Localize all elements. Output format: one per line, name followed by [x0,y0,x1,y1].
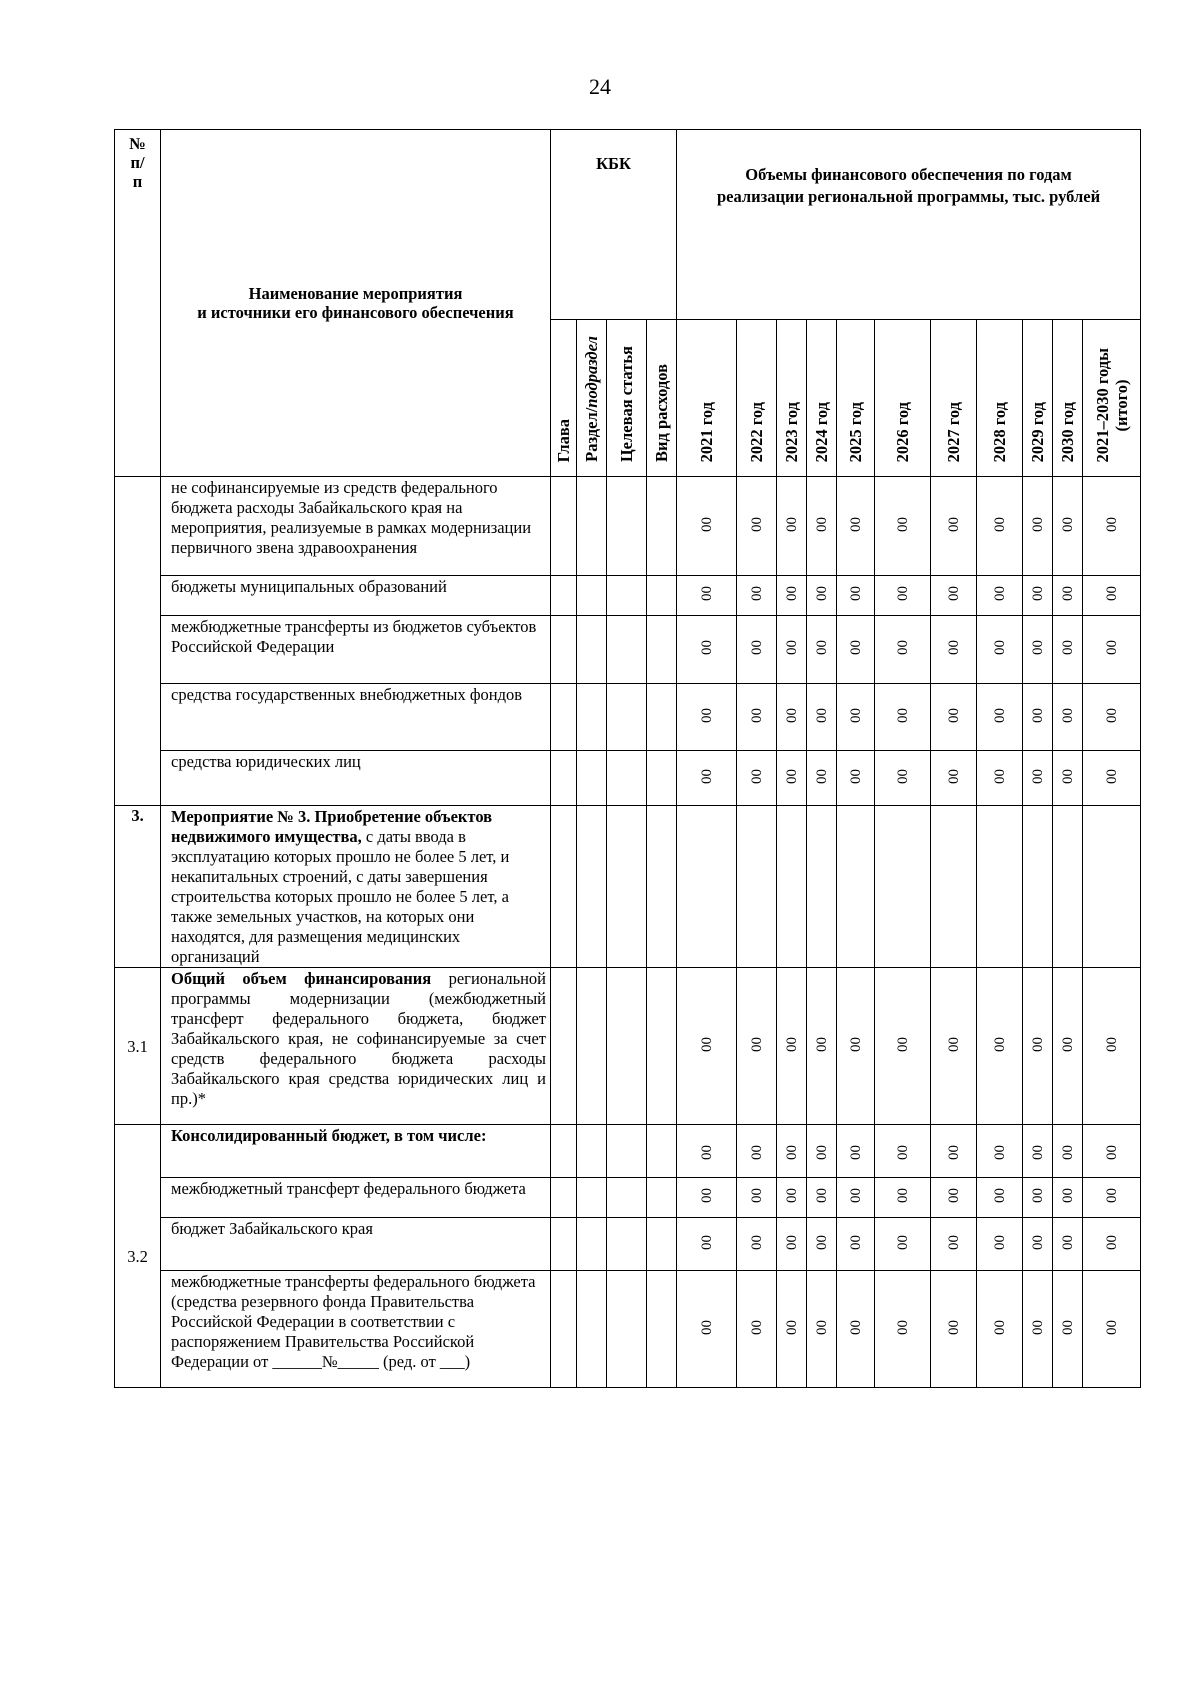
kbk-column-header: Целевая статья [607,320,647,477]
kbk-cell [647,1125,677,1178]
value-cell: 00 [931,616,977,684]
kbk-cell [577,1218,607,1271]
kbk-cell [577,616,607,684]
year-column-header: 2024 год [807,320,837,477]
value-cell: 00 [1053,1125,1083,1178]
table-row [115,1218,1141,1271]
kbk-cell [551,1125,577,1178]
value-cell: 00 [1053,751,1083,806]
value-cell: 00 [875,1271,931,1388]
kbk-cell [607,1178,647,1218]
kbk-cell [607,1271,647,1388]
row-description: межбюджетные трансферты федерального бюджета (средства резервного фонда Правительства Российской Федерации в соответствии с распоряжением Правительства Российской Федерации от ______№_____ (ред. от ___) [161,1271,551,1388]
value-cell: 00 [1023,968,1053,1125]
value-cell: 00 [807,1218,837,1271]
value-cell: 00 [931,1178,977,1218]
value-cell: 00 [875,477,931,576]
value-cell: 00 [875,1218,931,1271]
value-cell: 00 [931,684,977,751]
kbk-cell [551,1178,577,1218]
value-cell [931,806,977,968]
value-cell: 00 [977,684,1023,751]
value-cell [1053,806,1083,968]
kbk-cell [577,1178,607,1218]
value-cell: 00 [1083,968,1141,1125]
value-cell: 00 [737,1271,777,1388]
value-cell: 00 [837,477,875,576]
value-cell: 00 [677,1271,737,1388]
value-cell: 00 [777,751,807,806]
value-cell: 00 [931,968,977,1125]
value-cell: 00 [1053,616,1083,684]
value-cell: 00 [777,616,807,684]
value-cell: 00 [807,1178,837,1218]
value-cell: 00 [1053,576,1083,616]
kbk-cell [607,806,647,968]
kbk-cell [577,968,607,1125]
value-cell: 00 [977,968,1023,1125]
value-cell: 00 [677,477,737,576]
header-num: № п/ п [115,130,161,477]
kbk-cell [647,576,677,616]
value-cell: 00 [875,751,931,806]
value-cell: 00 [777,1125,807,1178]
kbk-cell [647,684,677,751]
value-cell: 00 [837,1218,875,1271]
year-column-header: 2025 год [837,320,875,477]
kbk-cell [607,1125,647,1178]
kbk-cell [607,684,647,751]
value-cell: 00 [807,1125,837,1178]
value-cell: 00 [1023,684,1053,751]
value-cell: 00 [837,684,875,751]
value-cell: 00 [837,1271,875,1388]
value-cell: 00 [1053,1178,1083,1218]
kbk-column-header: Вид расходов [647,320,677,477]
row-description: средства государственных внебюджетных фондов [161,684,551,751]
value-cell: 00 [837,751,875,806]
kbk-cell [577,477,607,576]
table-row [115,1178,1141,1218]
value-cell: 00 [777,1178,807,1218]
value-cell: 00 [977,576,1023,616]
kbk-cell [551,1218,577,1271]
row-description: бюджеты муниципальных образований [161,576,551,616]
value-cell [977,806,1023,968]
kbk-cell [551,684,577,751]
value-cell [837,806,875,968]
value-cell: 00 [777,684,807,751]
value-cell [875,806,931,968]
value-cell: 00 [1083,616,1141,684]
value-cell: 00 [777,477,807,576]
value-cell: 00 [1053,1218,1083,1271]
value-cell: 00 [875,1125,931,1178]
value-cell: 00 [807,576,837,616]
value-cell: 00 [737,684,777,751]
value-cell: 00 [677,576,737,616]
value-cell: 00 [1083,1125,1141,1178]
kbk-cell [607,751,647,806]
value-cell: 00 [1083,1178,1141,1218]
value-cell: 00 [737,1178,777,1218]
value-cell: 00 [875,968,931,1125]
header-kbk: КБК [551,130,677,320]
value-cell: 00 [777,1218,807,1271]
kbk-cell [647,616,677,684]
value-cell: 00 [807,477,837,576]
value-cell: 00 [677,751,737,806]
kbk-cell [647,1271,677,1388]
value-cell: 00 [977,1271,1023,1388]
value-cell: 00 [807,1271,837,1388]
kbk-cell [647,806,677,968]
value-cell: 00 [977,477,1023,576]
value-cell: 00 [737,576,777,616]
value-cell [777,806,807,968]
value-cell: 00 [977,1178,1023,1218]
value-cell: 00 [977,751,1023,806]
financing-table [114,129,1141,1388]
value-cell: 00 [1083,1271,1141,1388]
value-cell: 00 [677,1125,737,1178]
value-cell [737,806,777,968]
value-cell [807,806,837,968]
value-cell: 00 [777,1271,807,1388]
value-cell: 00 [1053,1271,1083,1388]
row-description: Консолидированный бюджет, в том числе: [161,1125,551,1178]
value-cell: 00 [1023,477,1053,576]
page-number: 24 [589,74,611,99]
table-row [115,616,1141,684]
kbk-cell [607,576,647,616]
value-cell: 00 [875,616,931,684]
header-name: Наименование мероприятия и источники его финансового обеспечения [161,130,551,477]
value-cell: 00 [1083,477,1141,576]
value-cell: 00 [875,576,931,616]
value-cell: 00 [977,1218,1023,1271]
table-row [115,477,1141,576]
kbk-column-header: Раздел/подраздел [577,320,607,477]
year-column-header: 2021 год [677,320,737,477]
value-cell: 00 [737,1218,777,1271]
value-cell: 00 [1023,1271,1053,1388]
row-number-cell: 3.2 [115,1125,161,1388]
kbk-cell [551,576,577,616]
value-cell: 00 [1083,1218,1141,1271]
value-cell: 00 [1023,1218,1053,1271]
row-description: Общий объем финансирования региональной программы модернизации (межбюджетный трансферт федерального бюджета, бюджет Забайкальского края, не софинансируемые за счет средств федерального бюджета расходы Забайкальского края средства юридических лиц и пр.)* [161,968,551,1125]
value-cell: 00 [837,968,875,1125]
row-description: межбюджетные трансферты из бюджетов субъектов Российской Федерации [161,616,551,684]
value-cell: 00 [777,968,807,1125]
table-row [115,751,1141,806]
table-row [115,576,1141,616]
kbk-cell [647,477,677,576]
kbk-cell [551,806,577,968]
value-cell: 00 [777,576,807,616]
value-cell: 00 [677,1218,737,1271]
kbk-cell [607,1218,647,1271]
value-cell: 00 [1023,616,1053,684]
kbk-cell [647,1218,677,1271]
table-row [115,968,1141,1125]
value-cell: 00 [977,1125,1023,1178]
value-cell: 00 [807,684,837,751]
value-cell: 00 [1023,751,1053,806]
header-volume: Объемы финансового обеспечения по годам реализации региональной программы, тыс. рублей [677,130,1141,320]
year-column-header: 2023 год [777,320,807,477]
value-cell: 00 [1023,1125,1053,1178]
value-cell: 00 [977,616,1023,684]
value-cell: 00 [737,477,777,576]
kbk-cell [647,968,677,1125]
kbk-cell [647,1178,677,1218]
value-cell: 00 [807,968,837,1125]
row-description: межбюджетный трансферт федерального бюджета [161,1178,551,1218]
value-cell: 00 [737,616,777,684]
kbk-cell [607,477,647,576]
value-cell: 00 [931,1125,977,1178]
year-column-header: 2027 год [931,320,977,477]
value-cell: 00 [837,616,875,684]
row-description: средства юридических лиц [161,751,551,806]
value-cell: 00 [931,1271,977,1388]
value-cell: 00 [737,968,777,1125]
value-cell: 00 [1083,684,1141,751]
year-column-header: 2030 год [1053,320,1083,477]
value-cell: 00 [677,968,737,1125]
row-number-cell: 3.1 [115,968,161,1125]
kbk-cell [607,616,647,684]
kbk-cell [551,477,577,576]
kbk-cell [577,684,607,751]
value-cell: 00 [931,751,977,806]
value-cell [1023,806,1053,968]
value-cell: 00 [807,616,837,684]
value-cell: 00 [1023,1178,1053,1218]
row-number-cell [115,477,161,806]
value-cell: 00 [931,576,977,616]
kbk-cell [551,616,577,684]
kbk-cell [607,968,647,1125]
value-cell: 00 [875,684,931,751]
kbk-cell [551,1271,577,1388]
value-cell: 00 [837,576,875,616]
table-row [115,1125,1141,1178]
row-description: Мероприятие № 3. Приобретение объектов недвижимого имущества, с даты ввода в эксплуатацию которых прошло не более 5 лет, и некапитальных строений, с даты завершения строительства которых прошло не более 5 лет, а также земельных участков, на которых они находятся, для размещения медицинских организаций [161,806,551,968]
value-cell: 00 [837,1178,875,1218]
value-cell: 00 [1023,576,1053,616]
row-description: не софинансируемые из средств федерального бюджета расходы Забайкальского края на мероприятия, реализуемые в рамках модернизации первичного звена здравоохранения [161,477,551,576]
table-row [115,684,1141,751]
value-cell: 00 [807,751,837,806]
value-cell: 00 [875,1178,931,1218]
value-cell: 00 [1083,751,1141,806]
kbk-cell [577,806,607,968]
value-cell: 00 [737,751,777,806]
value-cell [1083,806,1141,968]
row-number-cell: 3. [115,806,161,968]
year-column-header: 2021–2030 годы (итого) [1083,320,1141,477]
value-cell [677,806,737,968]
kbk-cell [647,751,677,806]
kbk-cell [551,968,577,1125]
value-cell: 00 [677,684,737,751]
year-column-header: 2028 год [977,320,1023,477]
table-row [115,1271,1141,1388]
value-cell: 00 [677,1178,737,1218]
kbk-cell [577,1125,607,1178]
kbk-cell [577,751,607,806]
kbk-cell [577,1271,607,1388]
value-cell: 00 [677,616,737,684]
year-column-header: 2022 год [737,320,777,477]
kbk-column-header: Глава [551,320,577,477]
value-cell: 00 [1083,576,1141,616]
value-cell: 00 [931,477,977,576]
value-cell: 00 [931,1218,977,1271]
value-cell: 00 [837,1125,875,1178]
value-cell: 00 [1053,968,1083,1125]
year-column-header: 2026 год [875,320,931,477]
kbk-cell [551,751,577,806]
year-column-header: 2029 год [1023,320,1053,477]
kbk-cell [577,576,607,616]
value-cell: 00 [737,1125,777,1178]
value-cell: 00 [1053,477,1083,576]
value-cell: 00 [1053,684,1083,751]
table-row [115,806,1141,968]
row-description: бюджет Забайкальского края [161,1218,551,1271]
